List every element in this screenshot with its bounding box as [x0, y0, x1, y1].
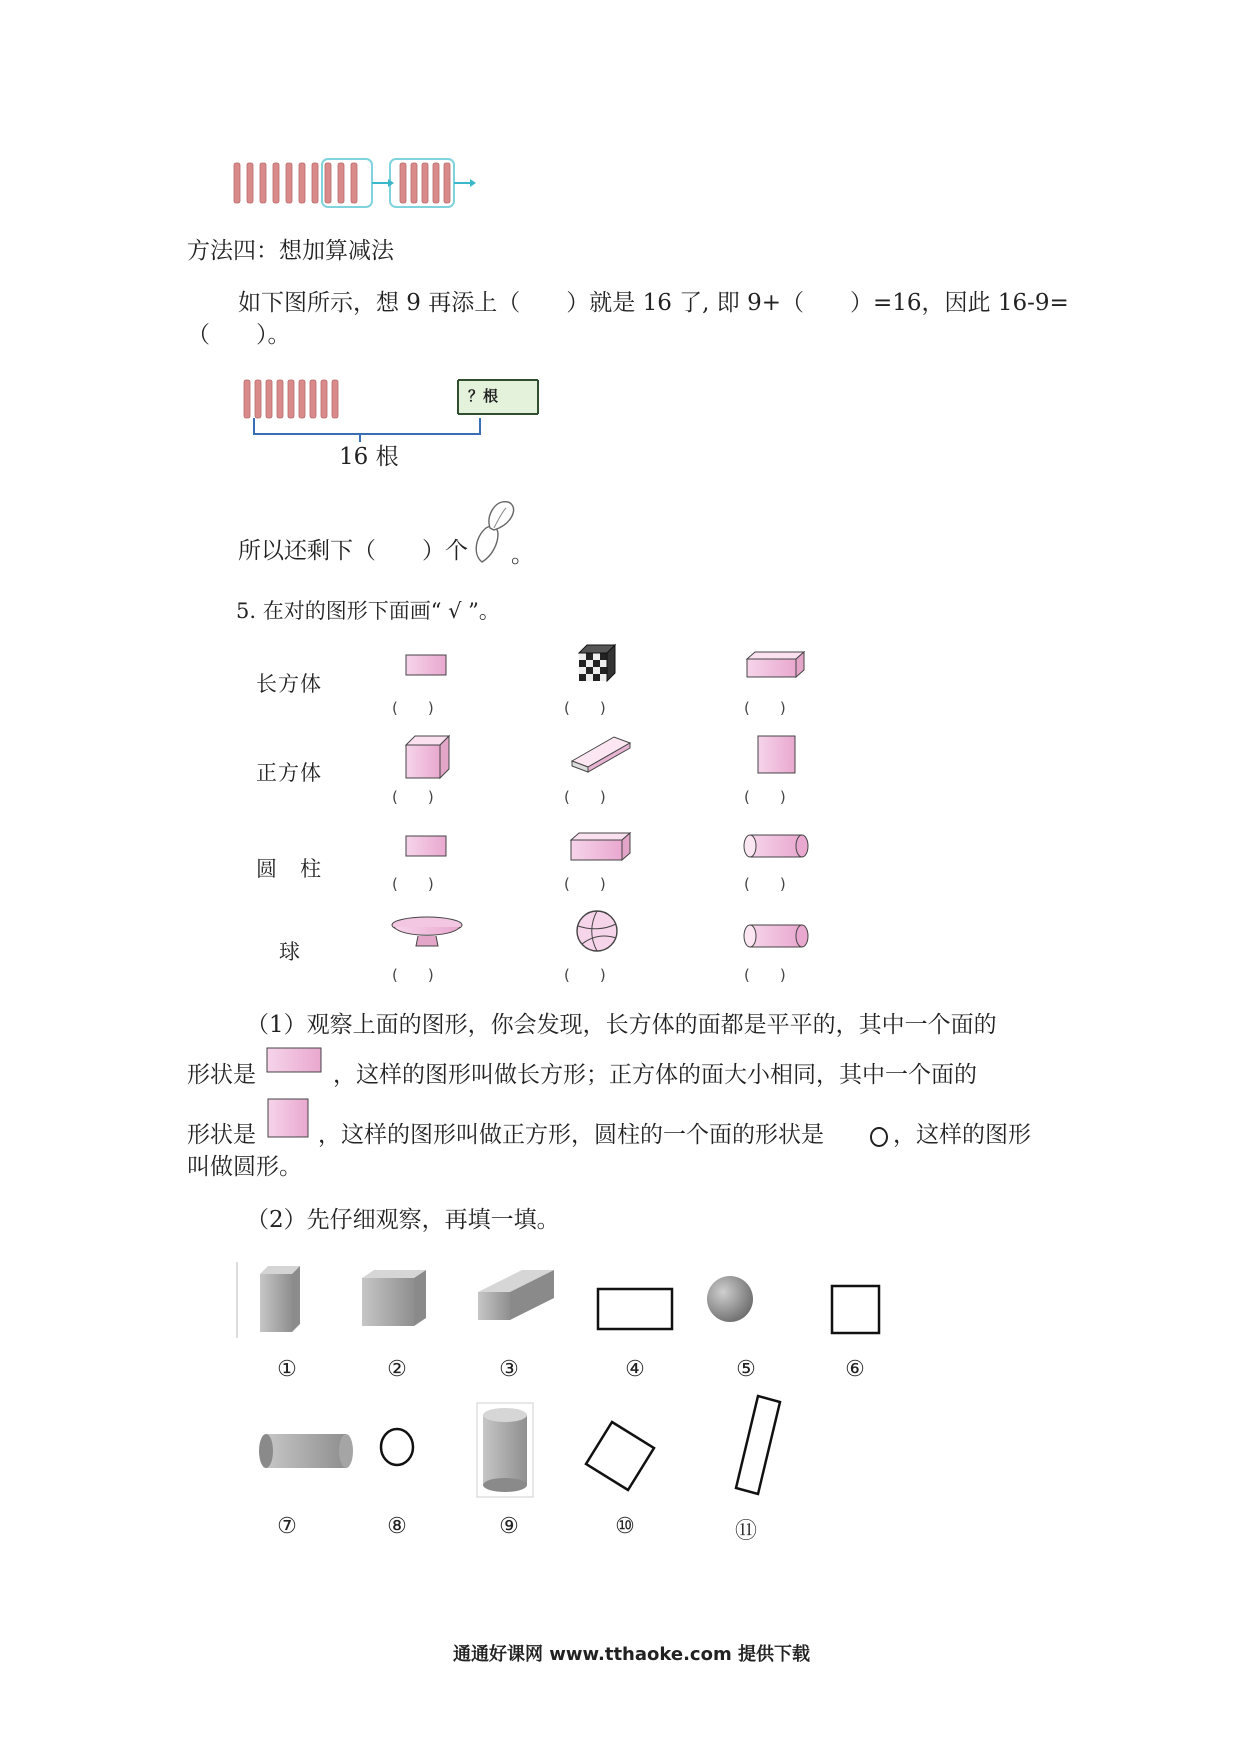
- figure-number: ⑥: [845, 1357, 865, 1382]
- obs-line3-mid: ，这样的图形叫做正方形，圆柱的一个面的形状是: [318, 1122, 824, 1148]
- label-cuboid: 长方体: [256, 672, 322, 696]
- checkered-cube-icon: [577, 643, 621, 687]
- counting-stick: [247, 163, 253, 203]
- unknown-sticks-label: ？根: [468, 387, 499, 405]
- obs-line3-post: ，这样的图形: [893, 1122, 1031, 1148]
- obs-line4: 叫做圆形。: [187, 1154, 302, 1180]
- counting-stick: [411, 163, 417, 203]
- method4-title: 方法四：想加算减法: [187, 238, 394, 264]
- answer-blank[interactable]: ( ): [564, 699, 606, 717]
- method4-question-line1: 如下图所示，想 9 再添上（ ）就是 16 了, 即 9+（ ）=16，因此 16-9=: [238, 290, 1069, 316]
- answer-blank[interactable]: ( ): [744, 966, 786, 984]
- answer-blank[interactable]: ( ): [744, 699, 786, 717]
- counting-stick: [286, 163, 292, 203]
- checker-cell: [600, 660, 607, 667]
- obs-line2-post: ，这样的图形叫做长方形；正方体的面大小相同，其中一个面的: [333, 1062, 977, 1088]
- remaining-end: 。: [511, 542, 534, 568]
- obs-line3-pre: 形状是: [187, 1122, 256, 1148]
- counting-stick: [299, 380, 305, 418]
- checker-cell: [593, 667, 600, 674]
- rectangle-outline-icon: [596, 1287, 676, 1333]
- figure-number: ①: [277, 1357, 297, 1382]
- obs-part2: （2）先仔细观察，再填一填。: [246, 1207, 560, 1233]
- checker-cell: [579, 660, 586, 667]
- counting-stick: [433, 163, 439, 203]
- counting-stick: [310, 380, 316, 418]
- figure-number: ⑦: [277, 1514, 297, 1539]
- answer-blank[interactable]: ( ): [564, 788, 606, 806]
- pink-rectangle-icon: [405, 654, 449, 678]
- counting-stick: [312, 163, 318, 203]
- answer-blank[interactable]: ( ): [744, 875, 786, 893]
- label-cube: 正方体: [256, 761, 322, 785]
- checker-cell: [579, 653, 586, 660]
- pink-dish-icon: [390, 916, 464, 950]
- answer-blank[interactable]: ( ): [392, 699, 434, 717]
- answer-blank[interactable]: ( ): [564, 875, 606, 893]
- square-outline-icon: [830, 1284, 882, 1336]
- circle-face-icon: [869, 1126, 891, 1148]
- pink-square-icon: [757, 735, 797, 775]
- gray-long-cuboid-icon: [476, 1268, 556, 1326]
- figure-number: ②: [387, 1357, 407, 1382]
- volleyball-icon: [576, 910, 620, 954]
- remaining-question: 所以还剩下（ ）个: [238, 538, 468, 564]
- counting-stick: [351, 163, 357, 203]
- checker-cell: [600, 667, 607, 674]
- counting-stick: [277, 380, 283, 418]
- checker-cell: [593, 653, 600, 660]
- radish-icon: [472, 498, 516, 564]
- answer-blank[interactable]: ( ): [392, 875, 434, 893]
- figure-number: ⑪: [734, 1519, 757, 1544]
- counting-stick: [255, 380, 261, 418]
- pink-cube-icon: [405, 735, 451, 779]
- gray-cylinder-lying-icon: [258, 1432, 354, 1472]
- obs-line1: （1）观察上面的图形，你会发现，长方体的面都是平平的，其中一个面的: [246, 1012, 997, 1038]
- method4-question-line2: （ ）。: [187, 322, 291, 348]
- checker-cell: [600, 653, 607, 660]
- circle-outline-icon: [378, 1427, 418, 1469]
- checker-cell: [600, 674, 607, 681]
- checker-cell: [579, 667, 586, 674]
- figure-number: ⑤: [736, 1357, 756, 1382]
- counting-stick: [422, 163, 428, 203]
- counting-stick: [244, 380, 250, 418]
- pink-cuboid-icon: [746, 651, 806, 681]
- counting-stick: [266, 380, 272, 418]
- footer-watermark: 通通好课网 www.tthaoke.com 提供下载: [453, 1644, 810, 1665]
- sticks-diagram-bottom: [240, 376, 560, 446]
- pink-cylinder-icon: [742, 834, 810, 860]
- pink-cuboid-icon-2: [570, 832, 632, 864]
- figure-number: ⑧: [387, 1514, 407, 1539]
- counting-stick: [273, 163, 279, 203]
- pink-rectangle-icon-2: [405, 835, 449, 859]
- counting-stick: [321, 380, 327, 418]
- counting-stick: [288, 380, 294, 418]
- counting-stick: [234, 163, 240, 203]
- checker-cell: [593, 660, 600, 667]
- counting-stick: [400, 163, 406, 203]
- q5-title: 5. 在对的图形下面画“ √ ”。: [236, 599, 500, 623]
- tilted-square-outline-icon: [584, 1420, 658, 1494]
- book-icon: [570, 735, 632, 773]
- checker-cell: [586, 660, 593, 667]
- answer-blank[interactable]: ( ): [744, 788, 786, 806]
- checker-cell: [593, 674, 600, 681]
- answer-blank[interactable]: ( ): [564, 966, 606, 984]
- counting-stick: [260, 163, 266, 203]
- checker-cell: [579, 674, 586, 681]
- pink-cylinder-icon-2: [742, 924, 810, 950]
- gray-cuboid-tall-icon: [236, 1262, 306, 1338]
- counting-stick: [444, 163, 450, 203]
- counting-stick: [325, 163, 331, 203]
- figure-number: ③: [499, 1357, 519, 1382]
- label-cylinder: 圆 柱: [256, 857, 322, 881]
- gray-sphere-icon: [706, 1275, 756, 1325]
- obs-line2-pre: 形状是: [187, 1062, 256, 1088]
- counting-stick: [332, 380, 338, 418]
- checker-cell: [586, 674, 593, 681]
- figure-number: ⑩: [615, 1514, 635, 1539]
- label-sphere: 球: [279, 940, 301, 964]
- answer-blank[interactable]: ( ): [392, 788, 434, 806]
- checker-cell: [586, 667, 593, 674]
- sticks-diagram-top: [230, 155, 490, 215]
- square-face-icon: [267, 1098, 311, 1140]
- gray-cube-icon: [360, 1268, 428, 1330]
- answer-blank[interactable]: ( ): [392, 966, 434, 984]
- total-sticks-label: 16 根: [339, 444, 399, 470]
- counting-stick: [338, 163, 344, 203]
- figure-number: ④: [625, 1357, 645, 1382]
- gray-cylinder-standing-icon: [477, 1403, 535, 1499]
- rectangle-face-icon: [266, 1047, 324, 1075]
- checker-cell: [586, 653, 593, 660]
- tilted-rectangle-outline-icon: [734, 1394, 784, 1498]
- figure-number: ⑨: [499, 1514, 519, 1539]
- counting-stick: [299, 163, 305, 203]
